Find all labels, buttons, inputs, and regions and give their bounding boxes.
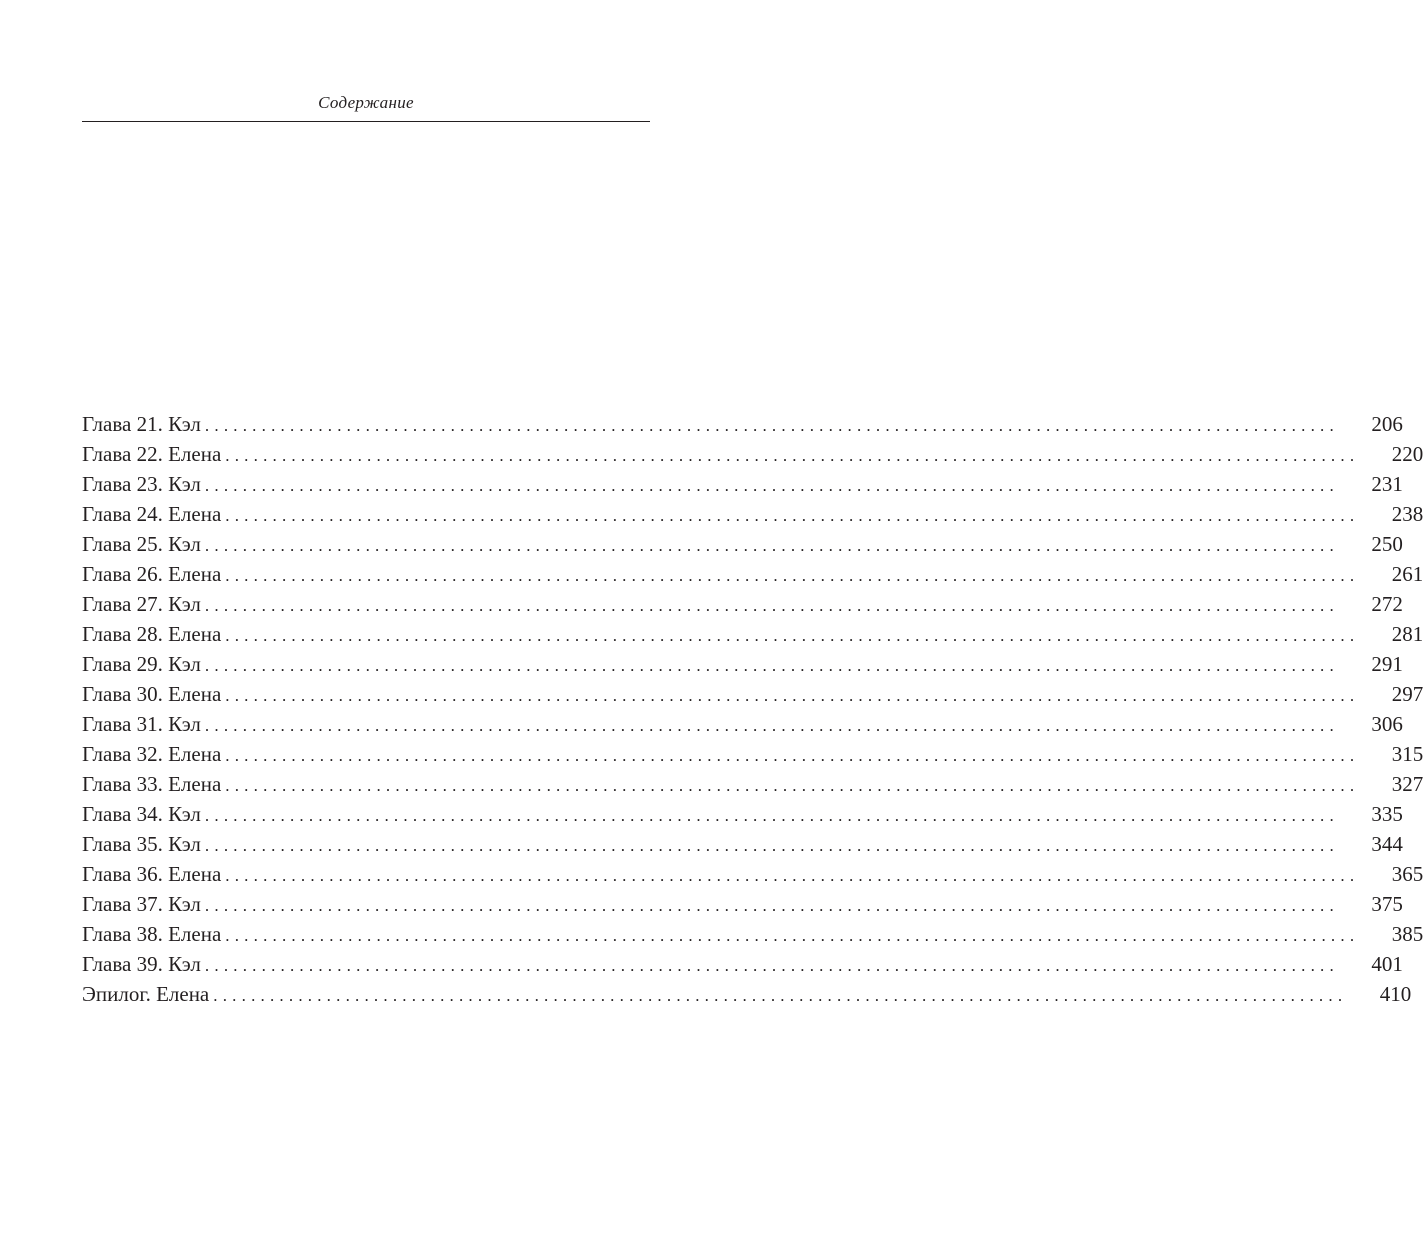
toc-entry-title: Глава 27. Кэл [82,592,201,616]
toc-entry [82,739,1423,769]
toc-dot-leader: ........................................................................................................................ [225,446,1360,465]
toc-entry [82,859,1423,889]
toc-entry-title: Глава 31. Кэл [82,712,201,736]
toc-dot-leader: ........................................................................................................................ [225,746,1360,765]
toc-dot-leader: ........................................................................................................................ [204,536,1339,555]
toc-entry-page: 306 [1371,712,1403,736]
toc-entry [82,439,1423,469]
toc-entry [82,589,1403,619]
toc-entry-page: 375 [1371,892,1403,916]
toc-dot-leader: ........................................................................................................................ [225,866,1360,885]
toc-entry-title: Глава 36. Елена [82,862,222,886]
toc-entry-title: Глава 32. Елена [82,742,222,766]
toc-dot-leader: ........................................................................................................................ [204,716,1339,735]
toc-dot-leader: ........................................................................................................................ [204,596,1339,615]
toc-dot-leader: ........................................................................................................................ [204,656,1339,675]
toc-entry-page: 315 [1391,742,1423,766]
toc-entry-title: Глава 22. Елена [82,442,222,466]
toc-dot-leader: ........................................................................................................................ [225,566,1360,585]
toc-entry [82,949,1403,979]
toc-entry-page: 410 [1379,982,1412,1006]
toc-entry-title: Глава 34. Кэл [82,802,201,826]
toc-entry-title: Глава 24. Елена [82,502,222,526]
toc-entry-title: Глава 38. Елена [82,922,222,946]
toc-entry-title: Глава 39. Кэл [82,952,201,976]
toc-entry [82,829,1403,859]
toc-dot-leader: ........................................................................................................................ [225,776,1360,795]
toc-dot-leader: ........................................................................................................................ [225,686,1360,705]
toc-entry-page: 281 [1391,622,1423,646]
toc-dot-leader: ........................................................................................................................ [204,836,1339,855]
toc-entry-page: 220 [1391,442,1423,466]
toc-entry-page: 327 [1391,772,1423,796]
toc-dot-leader: ........................................................................................................................ [204,896,1339,915]
toc-dot-leader: ........................................................................................................................ [225,506,1360,525]
toc-entry-page: 385 [1391,922,1423,946]
toc-entry [82,769,1423,799]
toc-entry-page: 261 [1391,562,1423,586]
toc-entry [82,709,1403,739]
toc-entry-title: Глава 35. Кэл [82,832,201,856]
toc-dot-leader: ........................................................................................................................ [213,986,1348,1005]
toc-entry [82,529,1403,559]
toc-entry-page: 365 [1391,862,1423,886]
toc-entry [82,889,1403,919]
toc-entry-page: 291 [1371,652,1403,676]
toc-entry-page: 231 [1371,472,1403,496]
toc-entry-title: Глава 26. Елена [82,562,222,586]
running-head-title: Содержание [318,93,414,112]
toc-entry-page: 297 [1391,682,1423,706]
toc-entry-page: 206 [1371,412,1403,436]
toc-entry [82,559,1423,589]
toc-entry-page: 401 [1371,952,1403,976]
toc-entry [82,979,1412,1009]
toc-entry-title: Глава 29. Кэл [82,652,201,676]
toc-entry [82,649,1403,679]
toc-entry [82,619,1423,649]
toc-entry-page: 344 [1371,832,1403,856]
toc-entry-title: Глава 25. Кэл [82,532,201,556]
toc-entry [82,919,1423,949]
toc-entry-title: Глава 33. Елена [82,772,222,796]
toc-entry-title: Эпилог. Елена [82,982,210,1006]
toc-entry-title: Глава 28. Елена [82,622,222,646]
toc-dot-leader: ........................................................................................................................ [204,956,1339,975]
toc-entry-page: 335 [1371,802,1403,826]
toc-dot-leader: ........................................................................................................................ [204,476,1339,495]
toc-dot-leader: ........................................................................................................................ [204,806,1339,825]
toc-entry-title: Глава 21. Кэл [82,412,201,436]
toc-entry-page: 272 [1371,592,1403,616]
toc-dot-leader: ........................................................................................................................ [204,416,1339,435]
toc-dot-leader: ........................................................................................................................ [225,626,1360,645]
toc-entry-page: 250 [1371,532,1403,556]
toc-entry-title: Глава 30. Елена [82,682,222,706]
table-of-contents [82,409,1423,1009]
toc-entry-title: Глава 37. Кэл [82,892,201,916]
toc-entry-page: 238 [1391,502,1423,526]
toc-entry [82,679,1423,709]
toc-dot-leader: ........................................................................................................................ [225,926,1360,945]
header-rule [82,121,650,122]
toc-entry [82,799,1403,829]
toc-entry [82,499,1423,529]
toc-entry [82,469,1403,499]
toc-entry-title: Глава 23. Кэл [82,472,201,496]
toc-entry [82,409,1403,439]
